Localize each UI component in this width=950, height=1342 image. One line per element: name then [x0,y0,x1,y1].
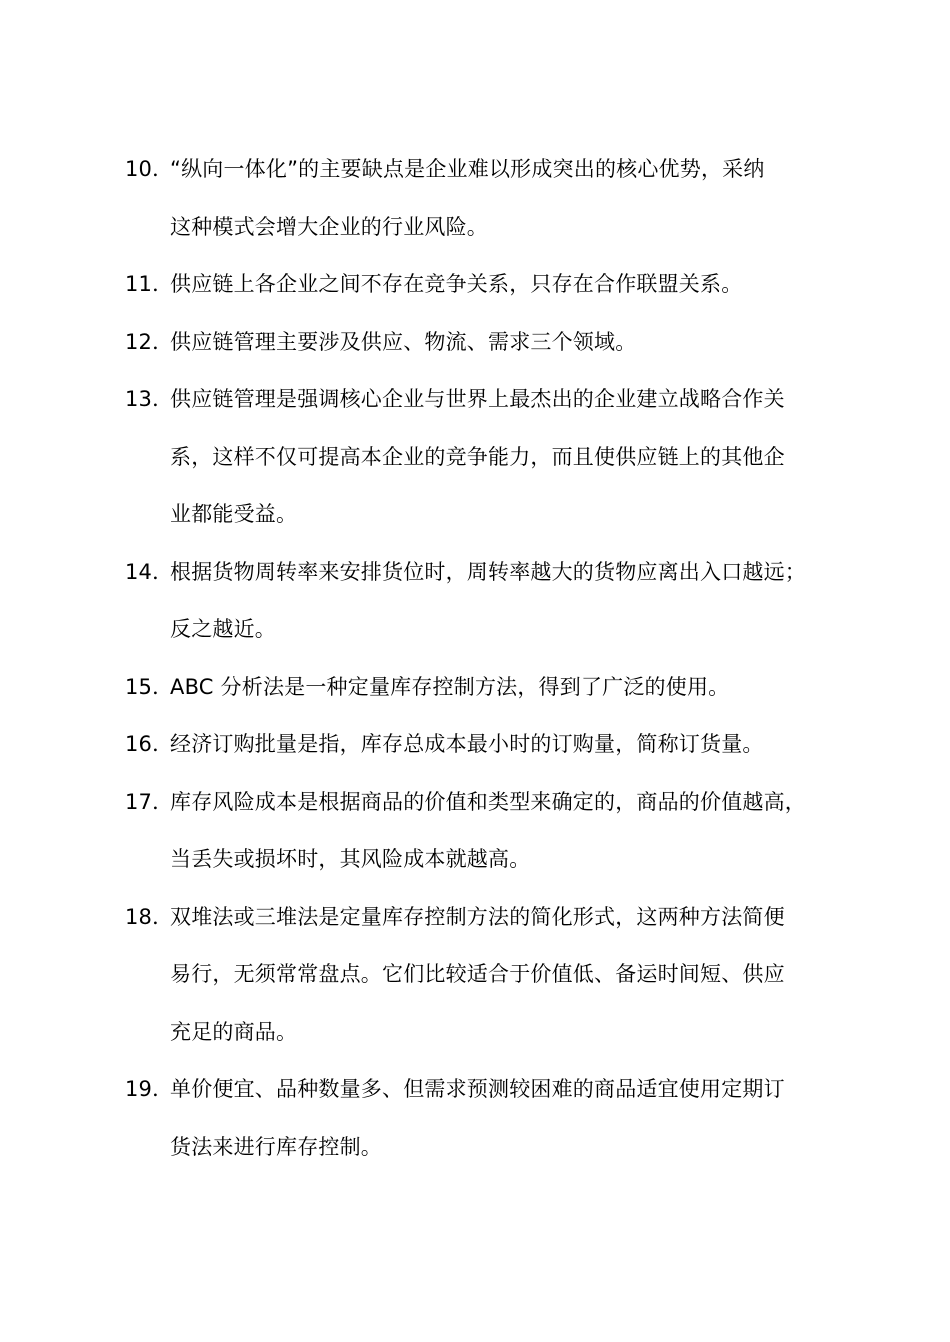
statement-item-13 [125,371,845,544]
item-number: 11． [125,272,174,296]
statement-text-line: 当丢失或损坏时，其风险成本就越高。 [170,847,531,871]
statement-item-17 [125,774,845,889]
statement-item-19 [125,1061,845,1176]
item-number: 17． [125,789,174,814]
item-number: 18． [125,904,174,929]
statement-text-line: 这种模式会增大企业的行业风险。 [170,214,488,239]
statement-item-10 [125,141,845,256]
statement-text-line: “纵向一体化”的主要缺点是企业难以形成突出的核心优势，采纳 [170,157,765,181]
statement-item-16 [125,716,845,774]
statement-text-line: 充足的商品。 [170,1019,298,1044]
statement-text-line: 根据货物周转率来安排货位时，周转率越大的货物应离出入口越远； [170,559,806,584]
statement-text-line: 系，这样不仅可提高本企业的竞争能力，而且使供应链上的其他企 [170,444,785,469]
item-number: 13． [125,387,174,411]
item-number: 16． [125,732,174,756]
statement-list [125,141,845,1176]
statement-item-11 [125,256,845,314]
item-number: 12． [125,329,174,354]
statement-text-line: 单价便宜、品种数量多、但需求预测较困难的商品适宜使用定期订 [170,1077,785,1101]
statement-item-14 [125,544,845,659]
statement-text-line: 供应链管理是强调核心企业与世界上最杰出的企业建立战略合作关 [170,387,785,411]
item-number: 14． [125,559,174,584]
statement-text-line: 双堆法或三堆法是定量库存控制方法的简化形式，这两种方法简便 [170,904,785,929]
item-number: 19． [125,1077,174,1101]
statement-item-15 [125,659,845,717]
statement-text-line: 供应链管理主要涉及供应、物流、需求三个领域。 [170,329,637,354]
item-number: 10． [125,157,174,181]
statement-text-line: 经济订购批量是指，库存总成本最小时的订购量，简称订货量。 [170,732,764,756]
statement-text-line: 库存风险成本是根据商品的价值和类型来确定的，商品的价值越高， [170,789,806,814]
statement-text-line: 反之越近。 [170,617,276,641]
statement-item-12 [125,314,845,372]
statement-text-line: 货法来进行库存控制。 [170,1134,382,1159]
statement-text-line: ABC 分析法是一种定量库存控制方法，得到了广泛的使用。 [170,674,730,699]
statement-item-18 [125,889,845,1062]
statement-text-line: 供应链上各企业之间不存在竞争关系，只存在合作联盟关系。 [170,272,743,296]
statement-text-line: 易行，无须常常盘点。它们比较适合于价值低、备运时间短、供应 [170,962,785,986]
item-number: 15． [125,674,174,699]
statement-text-line: 业都能受益。 [170,502,298,526]
